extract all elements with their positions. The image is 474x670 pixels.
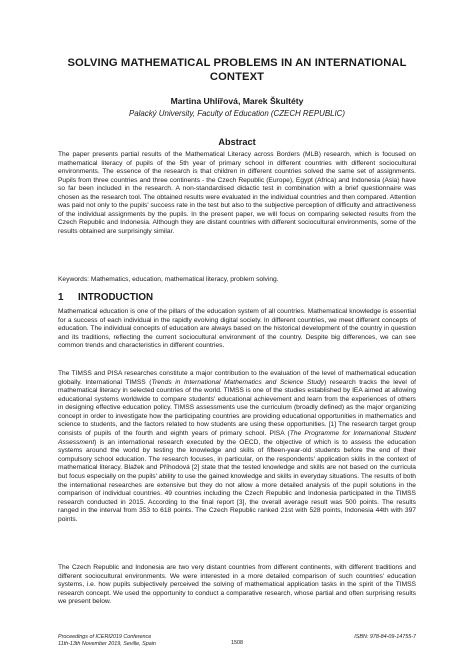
- paper-title: [40, 56, 434, 84]
- timss-full-name: Trends in International Mathematics and Science Study: [151, 378, 325, 386]
- section-title: INTRODUCTION: [78, 292, 154, 303]
- abstract-heading: Abstract: [218, 137, 256, 147]
- footer-isbn: ISBN: 978-84-09-14755-7: [354, 634, 416, 640]
- keywords: Keywords: Mathematics, education, mathematical literacy, problem solving.: [58, 276, 279, 283]
- paragraph-3: The Czech Republic and Indonesia are two very distant countries from different continents, with different traditions and different sociocultural environments. We were interested in a more detailed comparison of such countries' education systems, i.e. how pupils subjectively perceived the solving of mathematical application tasks in the spirit of the TIMSS research concept. We used the opportunity to conduct a comparative research, whose partial and often surprising results we present below.: [58, 564, 416, 606]
- paragraph-2-text-c: ) is an international research executed by the OECD, the objective of which is to assess the education systems around the world by testing the knowledge and skills of fifteen-year-old students before the end of their compulsory school education. The research focuses, in particular, on the respondents' application skills in the context of mathematical literacy. Blažek and Příhodová [2] state that the tested knowledge and skills are not based on the curricula but focus especially on the pupils' ability to use the gained knowledge and skills in everyday situations. The results of both the international researches are extensive but they do not allow a more detailed analysis of the pupil solutions in the comparison of individual countries. 49 countries including the Czech Republic and Indonesia participated in the TIMSS research conducted in 2015. According to the final report [3], the overall average result was 500 points. The results ranged in the interval from 353 to 618 points. The Czech Republic ranked 21st with 528 points, Indonesia 44th with 397 points.: [58, 438, 416, 523]
- affiliation: Palacký University, Faculty of Education (CZECH REPUBLIC): [128, 109, 346, 118]
- footer-conference: [58, 634, 218, 648]
- section-number: 1: [58, 292, 64, 303]
- footer-conference-date: 11th-13th November 2019, Seville, Spain: [58, 641, 156, 647]
- paragraph-2-text-b: ) research tracks the level of mathematical literacy in selected countries of the world. TIMSS is one of the studies established by IEA aimed at allowing educational systems worldwide to compare students' educational achievement and learn from the experiences of others in designing effective education policy. TIMSS assessments use the curriculum (broadly defined) as the major organizing concept in order to investigate how the participating countries are providing educational opportunities in mathematics and science to students, and the factors related to how students are using these opportunities. [1] The research target group consists of pupils of the fourth and eighth years of primary school. PISA (: [58, 378, 416, 438]
- footer-conference-name: Proceedings of ICERI2019 Conference: [58, 634, 152, 640]
- paragraph-2-text-a: The TIMSS and PISA researches constitute a major contribution to the evaluation of the level of mathematical education globally. International TIMSS (: [58, 370, 416, 386]
- abstract-text: The paper presents partial results of the Mathematical Literacy across Borders (MLB) research, which is focused on mathematical literacy of pupils of the 5th year of primary school in different countries with different sociocultural environments. The essence of the research is that children in different countries solved the same set of assignments. Pupils from three countries and three continents - the Czech Republic (Europe), Egypt (Africa) and Indonesia (Asia) have so far been included in the research. A non-standardised didactic test in combination with a brief questionnaire was chosen as the research tool. The obtained results were evaluated in the individual countries and then compared. Attention was paid not only to the pupils' success rate in the test but also to the subjective perception of difficulty and attractiveness of the individual assignments by the pupils. In the present paper, we will focus on comparing selected results from the Czech Republic and Indonesia. Although they are distant countries with different sociocultural environments, some of the results obtained are surprisingly similar.: [58, 151, 416, 235]
- paragraph-1: Mathematical education is one of the pillars of the education system of all countries. Mathematical knowledge is essential for a success of each individual in the rapidly evolving digital society. In different countries, we meet different concepts of education. The individual concepts of education are always based on the historical development of the country in question and its traditions, reflecting the current sociocultural environment of the country. Despite big differences, we can see common trends and characteristics in different countries.: [58, 308, 416, 350]
- title-line-2: CONTEXT: [209, 71, 265, 83]
- section-heading: [58, 292, 416, 304]
- pisa-full-name: The Programme for International Student Assessment: [58, 430, 416, 446]
- authors: Martina Uhlířová, Marek Škultéty: [170, 96, 304, 106]
- page-number: 1508: [231, 640, 243, 646]
- title-line-1: SOLVING MATHEMATICAL PROBLEMS IN AN INTERNATIONAL: [67, 57, 407, 69]
- paragraph-2: [58, 370, 416, 524]
